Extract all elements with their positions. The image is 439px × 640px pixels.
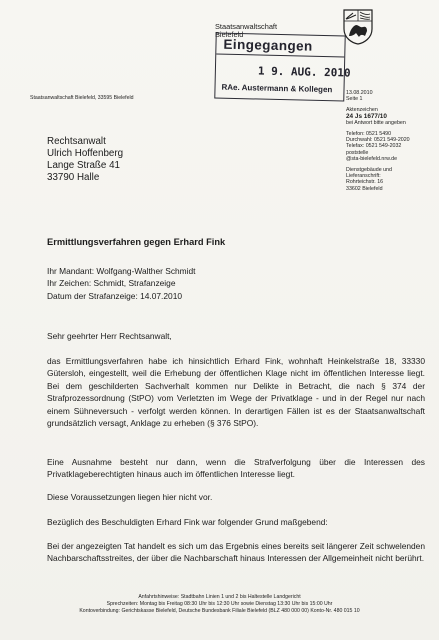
recipient-address: Rechtsanwalt Ulrich Hoffenberg Lange Straße 41 33790 Halle xyxy=(47,136,124,183)
letter-meta-block xyxy=(346,90,410,192)
sender-return-address: Staatsanwaltschaft Bielefeld, 33595 Bielefeld xyxy=(30,95,134,101)
file-number-label: Aktenzeichen xyxy=(346,107,378,114)
stamp-firm: RAe. Austermann & Kollegen xyxy=(221,82,333,95)
body-paragraph: das Ermittlungsverfahren habe ich hinsichtlich Erhard Fink, wohnhaft Heinkelstraße 18, 33330 Gütersloh, eingestellt, weil die Erhebung der öffentlichen Klage nicht im öffentlichen Interesse liegt. Bei dem geschilderten Sachverhalt kommen nur Delikte in Betracht, die nach § 374 der Strafprozessordnung (StPO) vom Verletzten im Wege der Privatklage - und in der Regel nur nach einem Sühneversuch - verfolgt werden können. In derartigen Fällen ist es der Staatsanwaltschaft grundsätzlich versagt, Anklage zu erheben (§ 376 StPO). xyxy=(47,356,425,429)
office-hours: Sprechzeiten: Montag bis Freitag 08:30 Uhr bis 12:30 Uhr sowie Dienstag 13:30 Uhr bis 15:00 Uhr xyxy=(106,600,333,607)
your-reference: Ihr Zeichen: Schmidt, Strafanzeige xyxy=(47,278,176,289)
file-number-note: bei Antwort bitte angeben xyxy=(346,119,406,126)
phone: Telefon: 0521 5490 xyxy=(346,131,392,138)
mailbox-label: poststelle xyxy=(346,149,369,156)
page-number: Seite 1 xyxy=(346,96,363,103)
fax: Telefax: 0521 549-2032 xyxy=(346,143,402,150)
complaint-date: Datum der Strafanzeige: 14.07.2010 xyxy=(47,290,183,301)
stamp-title: Eingegangen xyxy=(223,36,313,54)
direct-dial: Durchwahl: 0521 549-2020 xyxy=(346,137,410,144)
body-paragraph: Bei der angezeigten Tat handelt es sich um das Ergebnis eines bereits seit längerer Zeit schwelenden Nachbarschaftsstreites, der über die Nachbarschaft hinaus Interessen der Allgemeinheit nicht berührt. xyxy=(47,541,425,564)
email-address: @sta-bielefeld.nrw.de xyxy=(346,155,398,162)
letter-subject: Ermittlungsverfahren gegen Erhard Fink xyxy=(47,237,226,247)
letter-date: 13.08.2010 xyxy=(346,90,373,96)
salutation: Sehr geehrter Herr Rechtsanwalt, xyxy=(47,331,172,341)
received-stamp xyxy=(214,33,351,102)
client-reference: Ihr Mandant: Wolfgang-Walther Schmidt xyxy=(47,266,196,276)
body-paragraph: Eine Ausnahme besteht nur dann, wenn die Strafverfolgung über die Interessen des Privatklageberechtigten hinaus auch im öffentlichen Interesse liegt. xyxy=(47,457,425,480)
bank-details: Kontoverbindung: Gerichtskasse Bielefeld, Deutsche Bundesbank Filiale Bielefeld (BLZ 480 000 00) Konto-Nr. 480 015 10 xyxy=(79,607,360,614)
nrw-coat-of-arms-icon xyxy=(343,9,373,45)
directions-note: Anfahrtshinweise: Stadtbahn Linien 1 und 2 bis Haltestelle Landgericht xyxy=(138,594,301,600)
delivery-label: Lieferanschrift: xyxy=(346,173,381,180)
building-label: Dienstgebäude und xyxy=(346,167,392,174)
letter-footer xyxy=(20,594,419,614)
file-number: 24 Js 1677/10 xyxy=(346,112,387,120)
body-paragraph: Diese Voraussetzungen liegen hier nicht vor. xyxy=(47,492,213,502)
stamp-date: 1 9. AUG. 2010 xyxy=(257,64,351,80)
body-paragraph: Bezüglich des Beschuldigten Erhard Fink war folgender Grund maßgebend: xyxy=(47,517,328,527)
authority-name: Staatsanwaltschaft Bielefeld xyxy=(215,22,278,39)
office-city: 33602 Bielefeld xyxy=(346,185,383,192)
reference-block xyxy=(47,265,196,302)
office-street: Rohrteichstr. 16 xyxy=(346,179,384,186)
stamp-divider xyxy=(216,54,344,58)
